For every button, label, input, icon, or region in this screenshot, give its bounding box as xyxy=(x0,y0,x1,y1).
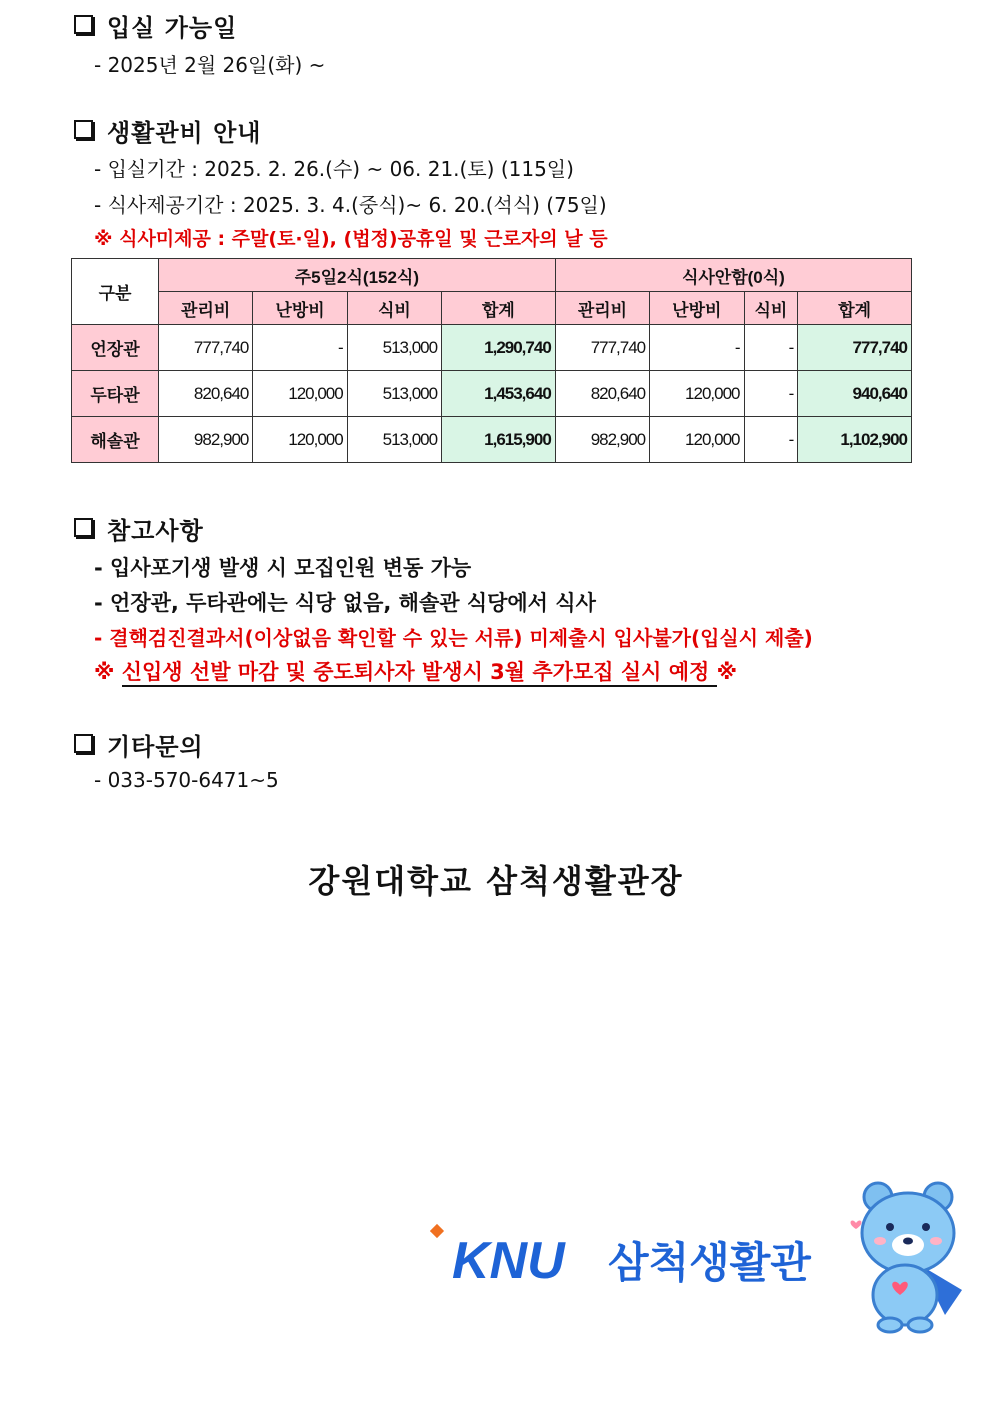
cell: 982,900 xyxy=(159,417,253,463)
notice-text: 신입생 선발 마감 및 중도퇴사자 발생시 3월 추가모집 실시 예정 xyxy=(122,660,717,687)
group-header-no-meals: 식사안함(0식) xyxy=(555,259,911,292)
cell: 120,000 xyxy=(650,417,744,463)
cell: 120,000 xyxy=(253,417,347,463)
move-in-date: - 2025년 2월 26일(화) ~ xyxy=(94,53,326,77)
sub-header: 난방비 xyxy=(253,292,347,325)
total-cell: 777,740 xyxy=(798,325,912,371)
row-label: 해솔관 xyxy=(72,417,159,463)
cell: 513,000 xyxy=(347,417,441,463)
group-header-meals: 주5일2식(152식) xyxy=(159,259,556,292)
cell: - xyxy=(650,325,744,371)
logo-brand: KNU xyxy=(452,1232,565,1290)
sub-header: 관리비 xyxy=(159,292,253,325)
total-cell: 1,453,640 xyxy=(442,371,556,417)
note-item-warning: - 결핵검진결과서(이상없음 확인할 수 있는 서류) 미제출시 입사불가(입실시 제출) xyxy=(94,626,813,650)
cell: 820,640 xyxy=(555,371,649,417)
orange-diamond-icon xyxy=(430,1224,444,1238)
cell: 982,900 xyxy=(555,417,649,463)
cell: 777,740 xyxy=(555,325,649,371)
bear-mascot-icon xyxy=(850,1175,965,1335)
logo-text: 삼척생활관 xyxy=(608,1238,811,1287)
recruit-notice xyxy=(94,656,737,686)
cell: - xyxy=(744,325,798,371)
section-heading-contact xyxy=(74,727,204,762)
heading-text: 입실 가능일 xyxy=(107,14,238,42)
notice-mark: ※ xyxy=(94,660,122,684)
sub-header: 합계 xyxy=(442,292,556,325)
cell: - xyxy=(253,325,347,371)
fee-table xyxy=(71,258,912,463)
cell: - xyxy=(744,417,798,463)
sub-header: 관리비 xyxy=(555,292,649,325)
stay-period: - 입실기간 : 2025. 2. 26.(수) ~ 06. 21.(토) (115일) xyxy=(94,157,574,181)
checkbox-square-icon xyxy=(74,120,93,139)
section-heading-notes xyxy=(74,511,204,546)
cell: 120,000 xyxy=(650,371,744,417)
checkbox-square-icon xyxy=(74,15,93,34)
section-heading-fees xyxy=(74,113,261,148)
checkbox-square-icon xyxy=(74,518,93,537)
no-meal-note: ※ 식사미제공 : 주말(토·일), (법정)공휴일 및 근로자의 날 등 xyxy=(94,228,608,250)
total-cell: 1,290,740 xyxy=(442,325,556,371)
heading-text: 기타문의 xyxy=(107,733,204,761)
total-cell: 1,102,900 xyxy=(798,417,912,463)
table-row xyxy=(72,417,912,463)
cell: 120,000 xyxy=(253,371,347,417)
cell: 513,000 xyxy=(347,371,441,417)
meal-period: - 식사제공기간 : 2025. 3. 4.(중식)~ 6. 20.(석식) (75일) xyxy=(94,193,607,217)
contact-phone: - 033-570-6471~5 xyxy=(94,768,279,792)
cell: - xyxy=(744,371,798,417)
issuer-title: 강원대학교 삼척생활관장 xyxy=(308,862,684,900)
sub-header: 식비 xyxy=(744,292,798,325)
sub-header: 식비 xyxy=(347,292,441,325)
heading-text: 생활관비 안내 xyxy=(107,119,262,147)
row-label: 두타관 xyxy=(72,371,159,417)
section-heading-move-in xyxy=(74,8,237,43)
note-item: - 언장관, 두타관에는 식당 없음, 해솔관 식당에서 식사 xyxy=(94,591,596,615)
table-row xyxy=(72,371,912,417)
total-cell: 940,640 xyxy=(798,371,912,417)
knu-dormitory-logo xyxy=(430,1220,850,1290)
cell: 820,640 xyxy=(159,371,253,417)
heading-text: 참고사항 xyxy=(107,517,204,545)
row-label: 언장관 xyxy=(72,325,159,371)
checkbox-square-icon xyxy=(74,734,93,753)
total-cell: 1,615,900 xyxy=(442,417,556,463)
sub-header: 난방비 xyxy=(650,292,744,325)
note-item: - 입사포기생 발생 시 모집인원 변동 가능 xyxy=(94,556,472,580)
cell: 777,740 xyxy=(159,325,253,371)
table-corner: 구분 xyxy=(72,259,159,325)
table-row xyxy=(72,325,912,371)
sub-header: 합계 xyxy=(798,292,912,325)
cell: 513,000 xyxy=(347,325,441,371)
notice-mark: ※ xyxy=(716,660,738,684)
